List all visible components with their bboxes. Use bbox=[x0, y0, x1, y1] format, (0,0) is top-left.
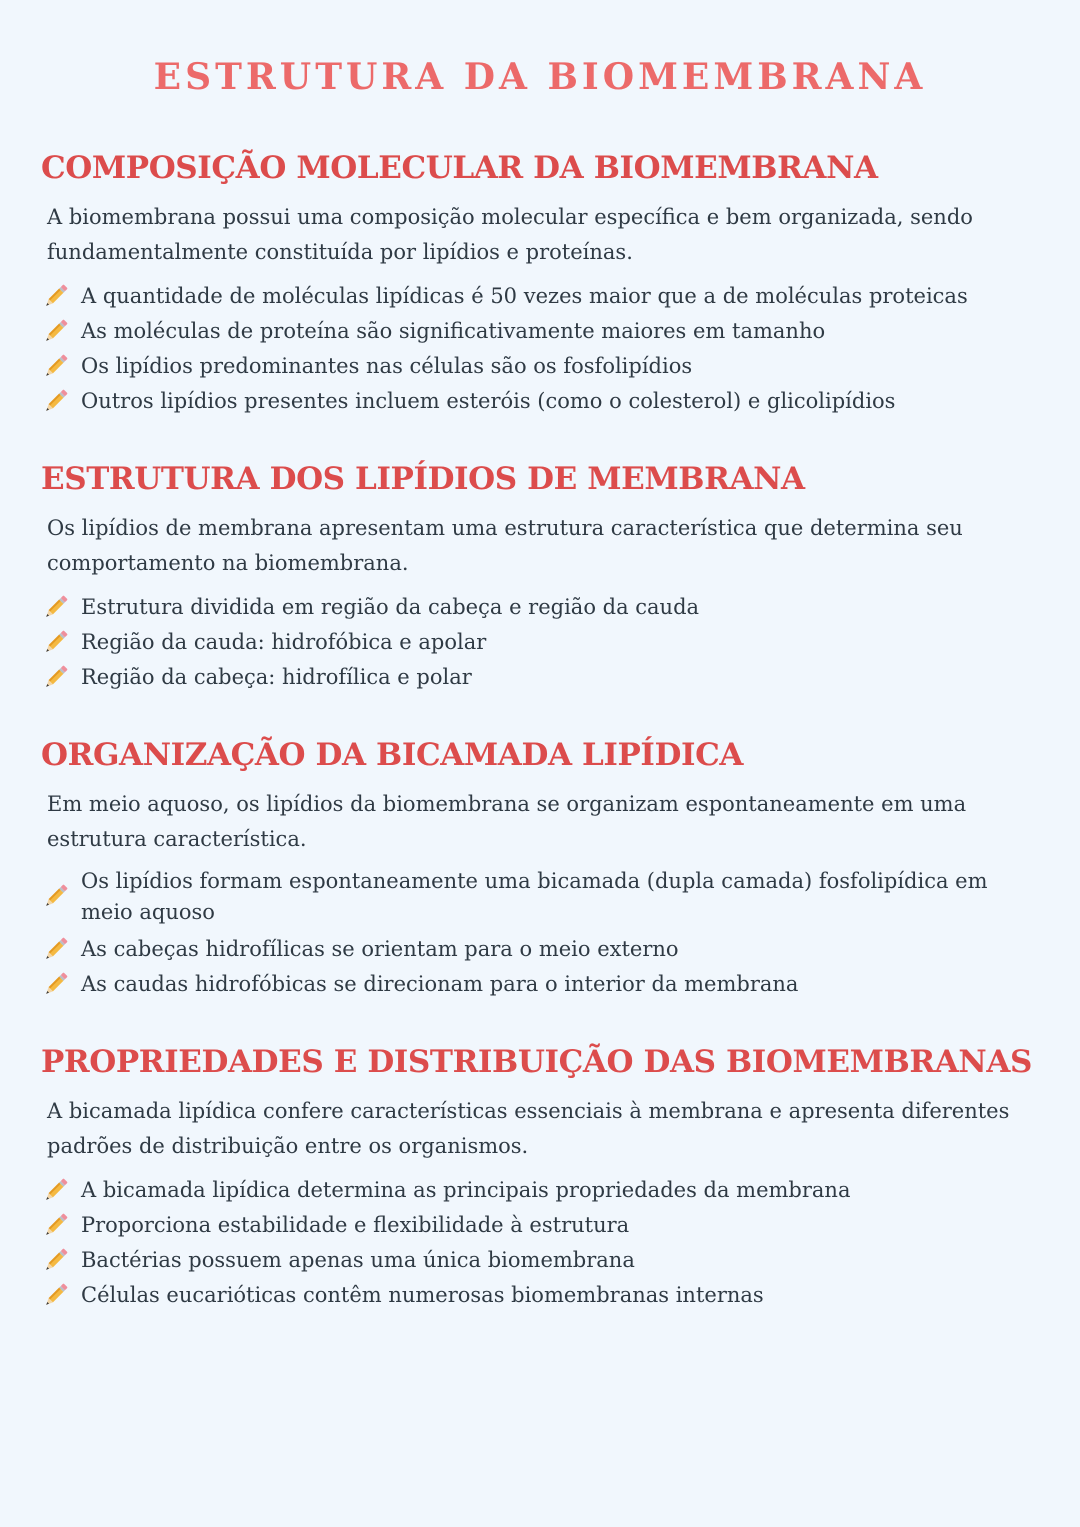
pencil-icon bbox=[41, 353, 69, 381]
list-item-text: Estrutura dividida em região da cabeça e região da cauda bbox=[81, 595, 700, 619]
section-heading: ORGANIZAÇÃO DA BICAMADA LIPÍDICA bbox=[41, 737, 744, 773]
list-item bbox=[41, 660, 1041, 695]
list-item bbox=[41, 1208, 1041, 1243]
list-item bbox=[41, 1243, 1041, 1278]
bullet-list bbox=[41, 1173, 1041, 1313]
list-item-text: Região da cauda: hidrofóbica e apolar bbox=[81, 630, 487, 654]
bullet-list bbox=[41, 866, 1041, 1002]
pencil-icon bbox=[41, 971, 69, 999]
list-item bbox=[41, 314, 1041, 349]
pencil-icon bbox=[41, 283, 69, 311]
list-item-text: Outros lipídios presentes incluem esteróis (como o colesterol) e glicolipídios bbox=[81, 389, 896, 413]
list-item-text: As cabeças hidrofílicas se orientam para o meio externo bbox=[81, 937, 679, 961]
list-item-text: Bactérias possuem apenas uma única biomembrana bbox=[81, 1248, 635, 1272]
pencil-icon bbox=[41, 1282, 69, 1310]
list-item bbox=[41, 349, 1041, 384]
list-item bbox=[41, 590, 1041, 625]
section-intro: Os lipídios de membrana apresentam uma estrutura característica que determina seu comportamento na biomembrana. bbox=[47, 516, 963, 575]
pencil-icon bbox=[41, 318, 69, 346]
list-item bbox=[41, 1173, 1041, 1208]
pencil-icon bbox=[41, 629, 69, 657]
list-item-text: As moléculas de proteína são significativamente maiores em tamanho bbox=[81, 319, 826, 343]
section-composicao-molecular bbox=[41, 148, 1041, 419]
pencil-icon bbox=[41, 594, 69, 622]
section-organizacao-bicamada bbox=[41, 735, 1041, 1002]
list-item-text: A quantidade de moléculas lipídicas é 50 vezes maior que a de moléculas proteicas bbox=[81, 284, 968, 308]
list-item-text: Proporciona estabilidade e flexibilidade à estrutura bbox=[81, 1213, 630, 1237]
section-heading: COMPOSIÇÃO MOLECULAR DA BIOMEMBRANA bbox=[41, 150, 878, 186]
list-item bbox=[41, 279, 1041, 314]
section-heading: PROPRIEDADES E DISTRIBUIÇÃO DAS BIOMEMBRANAS bbox=[41, 1044, 1032, 1080]
bullet-list bbox=[41, 279, 1041, 419]
section-estrutura-lipidios bbox=[41, 459, 1041, 695]
section-heading: ESTRUTURA DOS LIPÍDIOS DE MEMBRANA bbox=[41, 461, 805, 497]
pencil-icon bbox=[41, 388, 69, 416]
page-title: ESTRUTURA DA BIOMEMBRANA bbox=[153, 56, 927, 98]
bullet-list bbox=[41, 590, 1041, 695]
list-item-text: A bicamada lipídica determina as principais propriedades da membrana bbox=[81, 1178, 851, 1202]
list-item bbox=[41, 625, 1041, 660]
pencil-icon bbox=[41, 1247, 69, 1275]
list-item bbox=[41, 384, 1041, 419]
list-item-text: Região da cabeça: hidrofílica e polar bbox=[81, 665, 472, 689]
pencil-icon bbox=[41, 664, 69, 692]
pencil-icon bbox=[41, 1212, 69, 1240]
section-propriedades-distribuicao bbox=[41, 1042, 1041, 1313]
list-item bbox=[41, 1278, 1041, 1313]
section-intro: Em meio aquoso, os lipídios da biomembrana se organizam espontaneamente em uma estrutura característica. bbox=[47, 792, 967, 851]
list-item bbox=[41, 967, 1041, 1002]
section-intro: A biomembrana possui uma composição molecular específica e bem organizada, sendo fundamentalmente constituída por lipídios e proteínas. bbox=[47, 205, 973, 264]
pencil-icon bbox=[41, 936, 69, 964]
pencil-icon bbox=[41, 883, 69, 911]
list-item-text: Os lipídios formam espontaneamente uma bicamada (dupla camada) fosfolipídica em meio aquoso bbox=[81, 869, 988, 924]
pencil-icon bbox=[41, 1177, 69, 1205]
section-intro: A bicamada lipídica confere características essenciais à membrana e apresenta diferentes padrões de distribuição entre os organismos. bbox=[47, 1099, 1010, 1158]
list-item-text: As caudas hidrofóbicas se direcionam para o interior da membrana bbox=[81, 972, 799, 996]
list-item bbox=[41, 866, 1041, 928]
list-item-text: Os lipídios predominantes nas células são os fosfolipídios bbox=[81, 354, 693, 378]
list-item-text: Células eucarióticas contêm numerosas biomembranas internas bbox=[81, 1283, 764, 1307]
list-item bbox=[41, 932, 1041, 967]
